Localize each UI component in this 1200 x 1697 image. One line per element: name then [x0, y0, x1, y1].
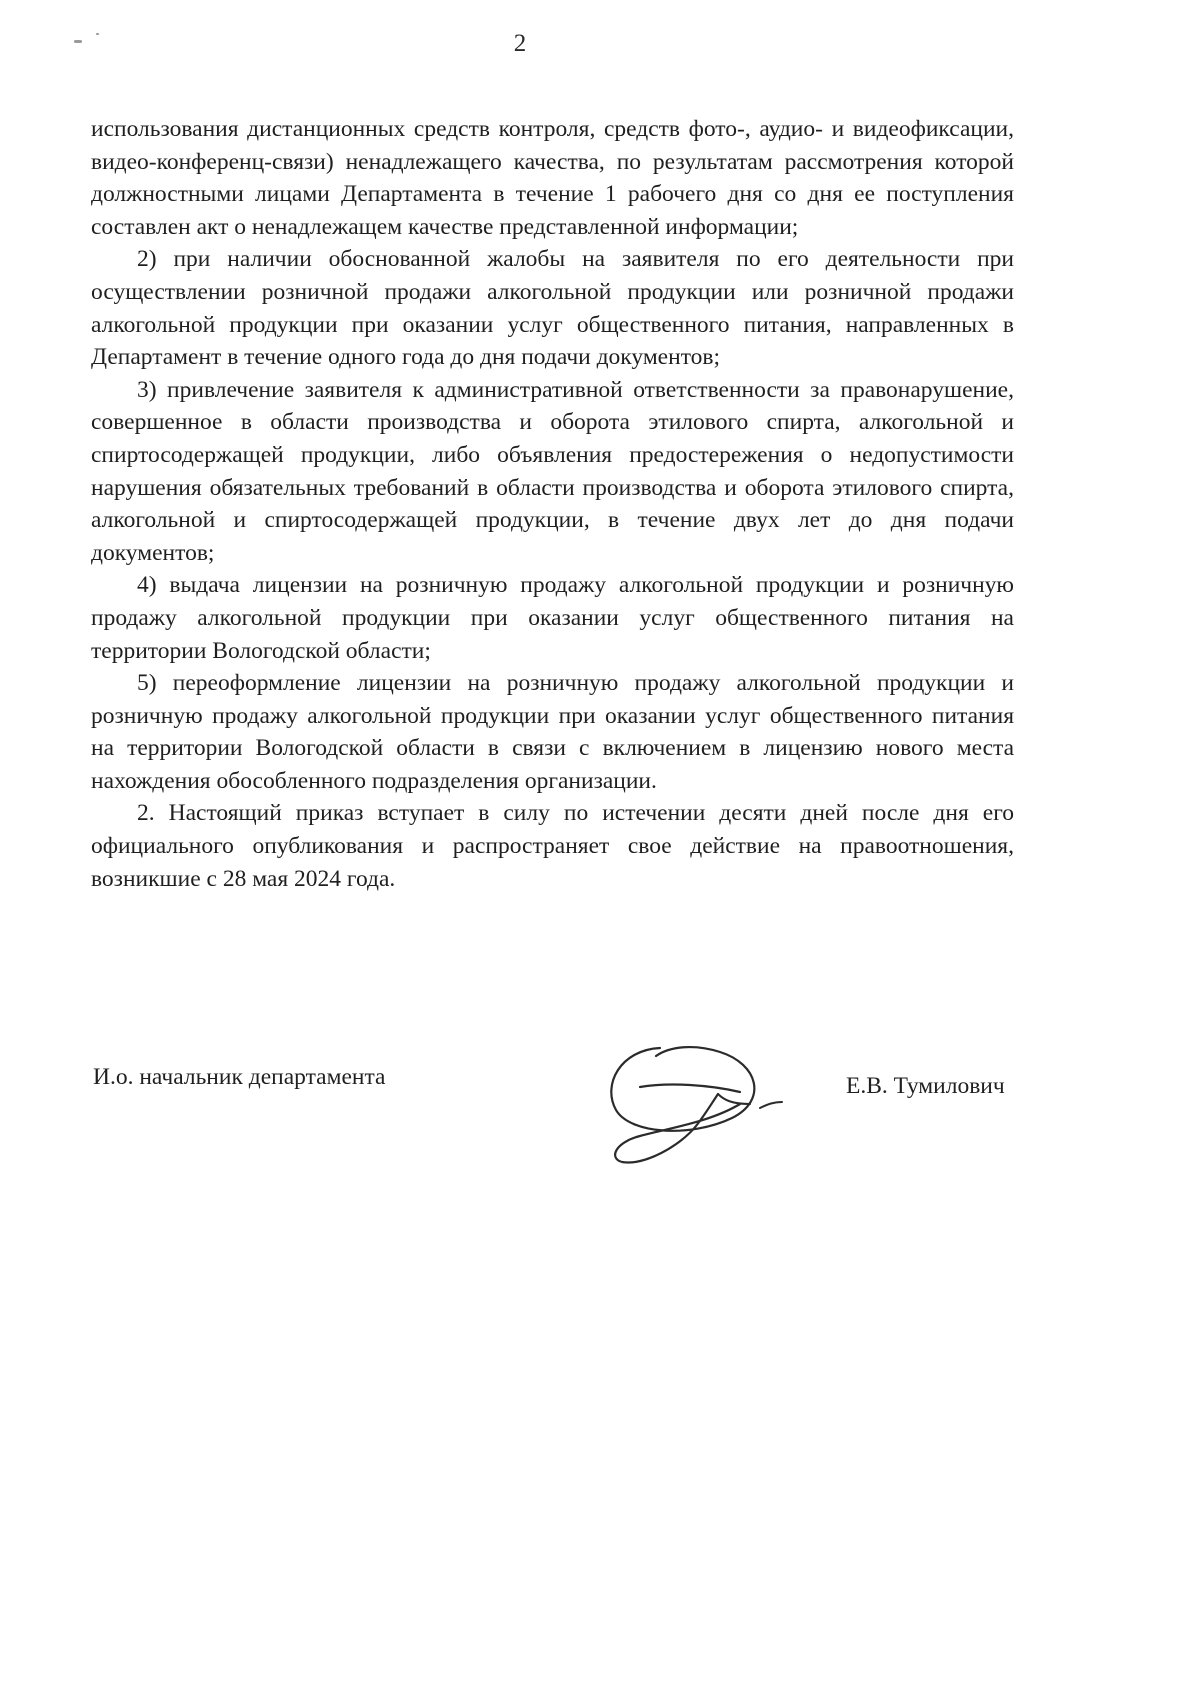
document-body — [91, 113, 1014, 895]
paragraph-item-5: 5) переоформление лицензии на розничную продажу алкогольной продукции и розничную продажу алкогольной продукции при оказании услуг общественного питания на территории Вологодской области в связи с включением в лицензию нового места нахождения обособленного подразделения организации. — [91, 670, 1014, 794]
paragraph-clause-2: 2. Настоящий приказ вступает в силу по истечении десяти дней после дня его официального опубликования и распространяет свое действие на правоотношения, возникшие с 28 мая 2024 года. — [91, 800, 1014, 892]
handwritten-signature — [600, 1030, 800, 1170]
paragraph-item-3: 3) привлечение заявителя к административной ответственности за правонарушение, совершенное в области производства и оборота этилового спирта, алкогольной и спиртосодержащей продукции, либо объявления предостережения о недопустимости нарушения обязательных требований в области производства и оборота этилового спирта, алкогольной и спиртосодержащей продукции, в течение двух лет до дня подачи документов; — [91, 376, 1014, 566]
paragraph-item-4: 4) выдача лицензии на розничную продажу алкогольной продукции и розничную продажу алкогольной продукции при оказании услуг общественного питания на территории Вологодской области; — [91, 572, 1014, 664]
signer-position: И.о. начальник департамента — [93, 1064, 386, 1090]
signer-name: Е.В. Тумилович — [846, 1073, 1005, 1099]
paragraph-continuation: использования дистанционных средств контроля, средств фото-, аудио- и видеофиксации, видео-конференц-связи) ненадлежащего качества, по результатам рассмотрения которой должностными лицами Департамента в течение 1 рабочего дня со дня ее поступления составлен акт о ненадлежащем качестве представленной информации; — [91, 116, 1014, 240]
paragraph-item-2: 2) при наличии обоснованной жалобы на заявителя по его деятельности при осуществлении розничной продажи алкогольной продукции или розничной продажи алкогольной продукции при оказании услуг общественного питания, направленных в Департамент в течение одного года до дня подачи документов; — [91, 246, 1014, 371]
page-number: 2 — [513, 30, 527, 57]
